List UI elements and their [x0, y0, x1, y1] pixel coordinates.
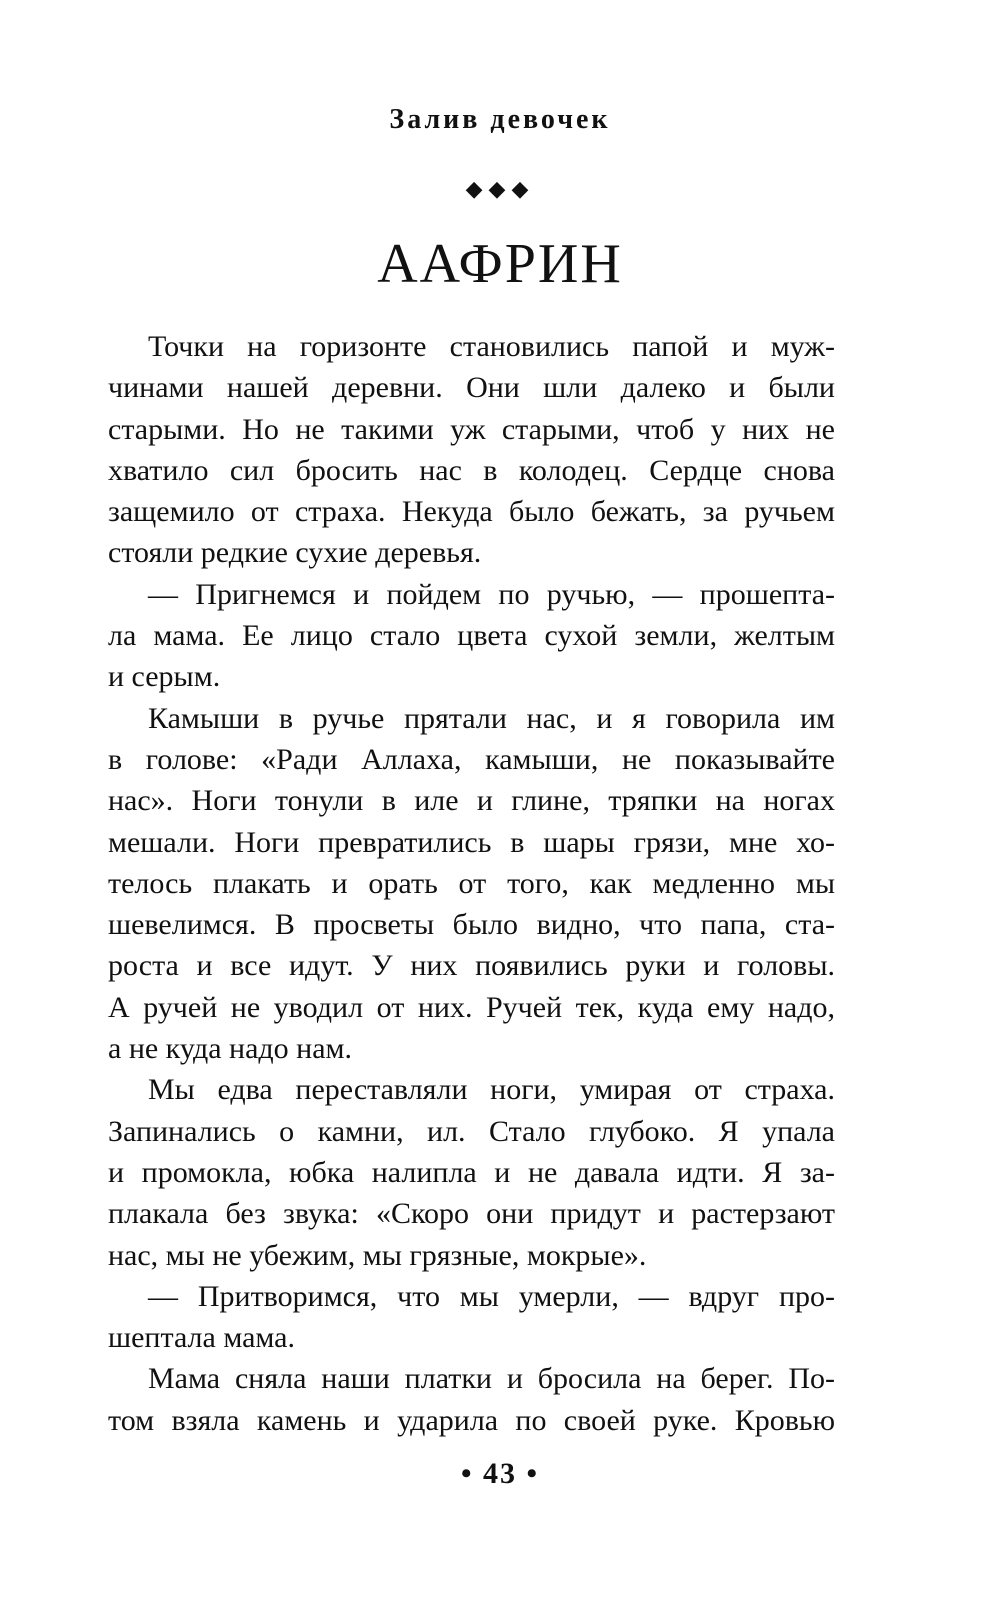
text-line: мешали. Ноги превратились в шары грязи, мне хо-: [108, 825, 835, 859]
text-line: чинами нашей деревни. Они шли далеко и были: [108, 371, 835, 405]
text-line: Запинались о камни, ил. Стало глубоко. Я упала: [108, 1114, 835, 1148]
text-line: Точки на горизонте становились папой и муж-: [148, 330, 835, 363]
text-line: в голове: «Ради Аллаха, камыши, не показывайте: [108, 742, 835, 776]
text-line: и промокла, юбка налипла и не давала идти. Я за-: [108, 1155, 835, 1189]
text-line: роста и все идут. У них появились руки и головы.: [108, 949, 835, 983]
text-line: хватило сил бросить нас в колодец. Сердце снова: [108, 453, 835, 487]
text-line: — Притворимся, что мы умерли, — вдруг про-: [148, 1279, 835, 1313]
text-line: шептала мама.: [108, 1321, 296, 1355]
body-text: [108, 326, 835, 1441]
text-line: телось плакать и орать от того, как медленно мы: [108, 866, 835, 900]
text-line: нас, мы не убежим, мы грязные, мокрые».: [108, 1238, 647, 1272]
text-line: шевелимся. В просветы было видно, что папа, ста-: [108, 908, 835, 942]
page-number: • 43 •: [460, 1457, 539, 1490]
text-line: плакала без звука: «Скоро они придут и растерзают: [108, 1197, 835, 1231]
text-line: нас». Ноги тонули в иле и глине, тряпки на ногах: [108, 784, 835, 818]
text-line: защемило от страха. Некуда было бежать, за ручьем: [108, 495, 835, 529]
text-line: ла мама. Ее лицо стало цвета сухой земли, желтым: [108, 619, 835, 653]
text-line: а не куда надо нам.: [108, 1032, 353, 1066]
text-line: Камыши в ручье прятали нас, и я говорила им: [148, 701, 835, 735]
text-line: Мама сняла наши платки и бросила на берег. По-: [148, 1362, 835, 1396]
text-line: старыми. Но не такими уж старыми, чтоб у них не: [108, 412, 835, 446]
text-line: — Пригнемся и пойдем по ручью, — прошепта-: [148, 577, 835, 611]
chapter-title: ААФРИН: [377, 233, 623, 295]
ornament-diamonds: ◆◆◆: [465, 176, 535, 201]
running-head: Залив девочек: [389, 104, 611, 135]
text-line: и серым.: [108, 660, 221, 694]
text-line: Мы едва переставляли ноги, умирая от страха.: [148, 1073, 835, 1107]
text-line: А ручей не уводил от них. Ручей тек, куда ему надо,: [108, 990, 835, 1024]
text-line: стояли редкие сухие деревья.: [108, 536, 482, 570]
text-line: том взяла камень и ударила по своей руке. Кровью: [108, 1403, 835, 1437]
